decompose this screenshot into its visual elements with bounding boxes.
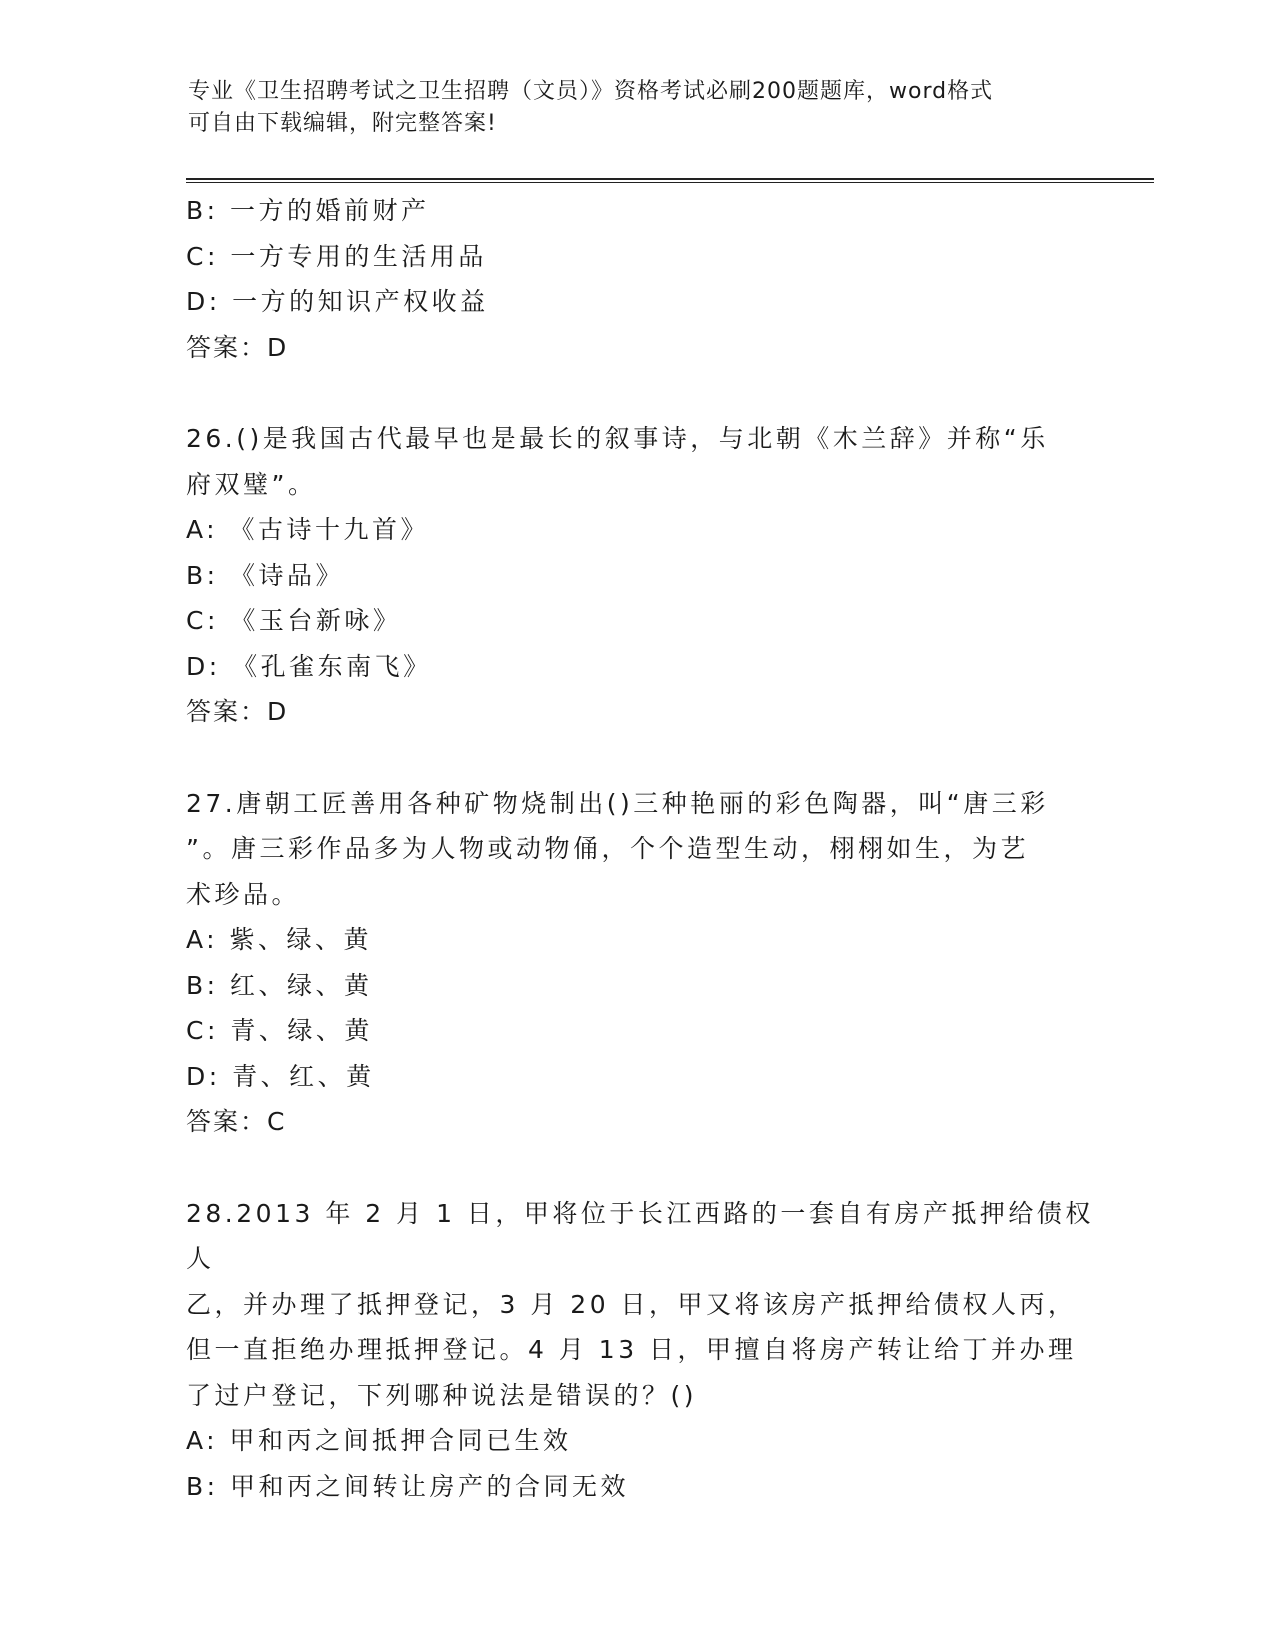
question-26 bbox=[186, 416, 1106, 735]
option-c: C: 《玉台新咏》 bbox=[186, 606, 402, 635]
question-text-line: 26.()是我国古代最早也是最长的叙事诗，与北朝《木兰辞》并称“乐 bbox=[186, 424, 1049, 453]
option-b: B: 甲和丙之间转让房产的合同无效 bbox=[186, 1471, 630, 1501]
option-c: C: 一方专用的生活用品 bbox=[186, 241, 487, 271]
answer: 答案：C bbox=[186, 1107, 287, 1136]
option-a: A: 《古诗十九首》 bbox=[186, 515, 430, 544]
answer: 答案：D bbox=[186, 332, 289, 362]
question-25-continued bbox=[186, 188, 1106, 370]
header-line-1: 专业《卫生招聘考试之卫生招聘（文员）》资格考试必刷200题题库，word格式 bbox=[188, 79, 994, 104]
question-text-line: 术珍品。 bbox=[186, 879, 301, 909]
option-d: D: 一方的知识产权收益 bbox=[186, 287, 489, 316]
question-text-line: 27.唐朝工匠善用各种矿物烧制出()三种艳丽的彩色陶器，叫“唐三彩 bbox=[186, 788, 1049, 818]
question-list bbox=[186, 188, 1106, 1509]
document-header bbox=[188, 76, 1068, 140]
question-text-line: 28.2013 年 2 月 1 日，甲将位于长江西路的一套自有房产抵押给债权人 bbox=[186, 1198, 1094, 1273]
header-rule-thick bbox=[186, 178, 1154, 180]
question-text-line: 了过户登记，下列哪种说法是错误的？() bbox=[186, 1380, 698, 1410]
answer: 答案：D bbox=[186, 697, 289, 726]
option-a: A: 紫、绿、黄 bbox=[186, 925, 373, 954]
option-b: B: 红、绿、黄 bbox=[186, 970, 373, 1000]
option-a: A: 甲和丙之间抵押合同已生效 bbox=[186, 1426, 572, 1455]
question-28 bbox=[186, 1191, 1106, 1510]
option-d: D: 《孔雀东南飞》 bbox=[186, 651, 432, 681]
header-rule-thin bbox=[186, 182, 1154, 183]
option-d: D: 青、红、黄 bbox=[186, 1061, 375, 1091]
question-text-line: 乙，并办理了抵押登记，3 月 20 日，甲又将该房产抵押给债权人丙， bbox=[186, 1289, 1077, 1319]
question-text-line: 府双璧”。 bbox=[186, 469, 317, 499]
option-c: C: 青、绿、黄 bbox=[186, 1016, 373, 1045]
option-b: B: 一方的婚前财产 bbox=[186, 196, 430, 225]
option-b: B: 《诗品》 bbox=[186, 560, 345, 590]
header-line-2: 可自由下载编辑，附完整答案! bbox=[188, 111, 497, 136]
question-27 bbox=[186, 781, 1106, 1145]
question-text-line: 但一直拒绝办理抵押登记。4 月 13 日，甲擅自将房产转让给丁并办理 bbox=[186, 1335, 1077, 1364]
question-text-line: ”。唐三彩作品多为人物或动物俑，个个造型生动，栩栩如生，为艺 bbox=[186, 834, 1029, 863]
